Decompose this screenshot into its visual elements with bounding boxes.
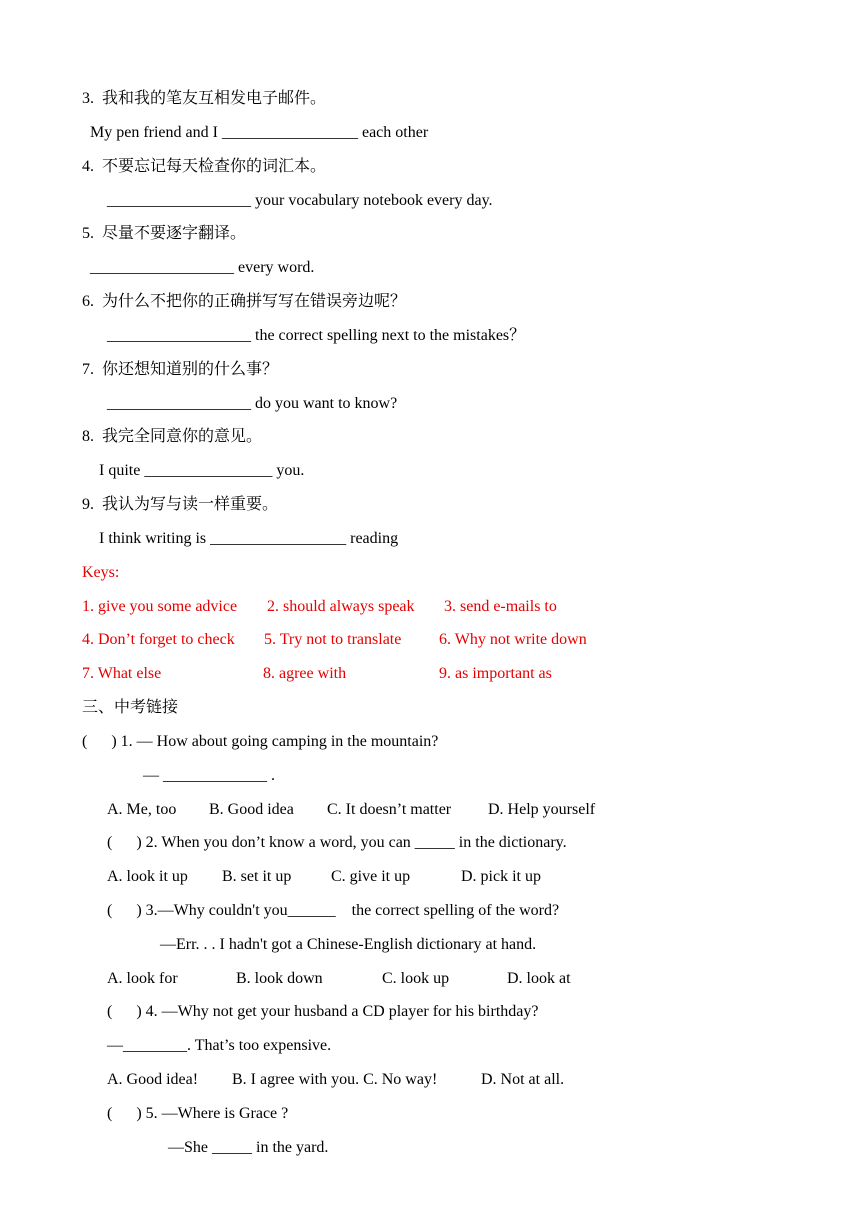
q4-chinese: 4. 不要忘记每天检查你的词汇本。	[82, 158, 327, 175]
mc3-stem: ( ) 3.—Why couldn't you______ the correct spelling of the word?	[107, 902, 560, 919]
mc2-option-c: C. give it up	[331, 868, 411, 885]
section3-title: 三、中考链接	[82, 699, 179, 716]
q8-english: I quite ________________ you.	[99, 462, 305, 479]
mc3-option-c: C. look up	[382, 970, 450, 987]
key-1: 1. give you some advice	[82, 598, 238, 615]
mc4-option-b: B. I agree with you. C. No way!	[232, 1071, 438, 1088]
mc4-option-d: D. Not at all.	[481, 1071, 565, 1088]
key-4: 4. Don’t forget to check	[82, 631, 235, 648]
mc4-reply: —________. That’s too expensive.	[107, 1037, 332, 1054]
q6-chinese: 6. 为什么不把你的正确拼写写在错误旁边呢？	[82, 293, 407, 310]
mc2-option-d: D. pick it up	[461, 868, 541, 885]
mc1-option-b: B. Good idea	[209, 801, 294, 818]
mc2-stem: ( ) 2. When you don’t know a word, you can _____ in the dictionary.	[107, 834, 567, 851]
q3-chinese: 3. 我和我的笔友互相发电子邮件。	[82, 90, 327, 107]
key-2: 2. should always speak	[267, 598, 415, 615]
mc1-option-a: A. Me, too	[107, 801, 177, 818]
mc2-option-b: B. set it up	[222, 868, 292, 885]
q9-english: I think writing is _________________ reading	[99, 530, 399, 547]
q9-chinese: 9. 我认为写与读一样重要。	[82, 496, 279, 513]
mc4-stem: ( ) 4. —Why not get your husband a CD player for his birthday?	[107, 1003, 539, 1020]
key-7: 7. What else	[82, 665, 162, 682]
mc5-stem: ( ) 5. —Where is Grace ?	[107, 1105, 289, 1122]
mc1-reply: — _____________ .	[143, 767, 275, 784]
q5-english: __________________ every word.	[90, 259, 315, 276]
mc1-option-c: C. It doesn’t matter	[327, 801, 452, 818]
q6-english: __________________ the correct spelling next to the mistakes？	[107, 327, 526, 344]
mc1-option-d: D. Help yourself	[488, 801, 596, 818]
mc1-stem: ( ) 1. — How about going camping in the mountain?	[82, 733, 439, 750]
key-3: 3. send e-mails to	[444, 598, 557, 615]
q7-english: __________________ do you want to know?	[107, 395, 398, 412]
q4-english: __________________ your vocabulary notebook every day.	[107, 192, 493, 209]
mc5-reply: —She _____ in the yard.	[168, 1139, 329, 1156]
mc3-option-a: A. look for	[107, 970, 178, 987]
key-8: 8. agree with	[263, 665, 347, 682]
mc2-option-a: A. look it up	[107, 868, 188, 885]
q5-chinese: 5. 尽量不要逐字翻译。	[82, 225, 247, 242]
key-5: 5. Try not to translate	[264, 631, 402, 648]
keys-title: Keys:	[82, 564, 120, 581]
key-9: 9. as important as	[439, 665, 552, 682]
mc3-option-b: B. look down	[236, 970, 323, 987]
q8-chinese: 8. 我完全同意你的意见。	[82, 428, 263, 445]
mc3-option-d: D. look at	[507, 970, 571, 987]
mc4-option-a: A. Good idea!	[107, 1071, 199, 1088]
mc3-reply: —Err. . . I hadn't got a Chinese-English dictionary at hand.	[160, 936, 537, 953]
key-6: 6. Why not write down	[439, 631, 587, 648]
q7-chinese: 7. 你还想知道别的什么事？	[82, 361, 279, 378]
q3-english: My pen friend and I _________________ each other	[90, 124, 429, 141]
